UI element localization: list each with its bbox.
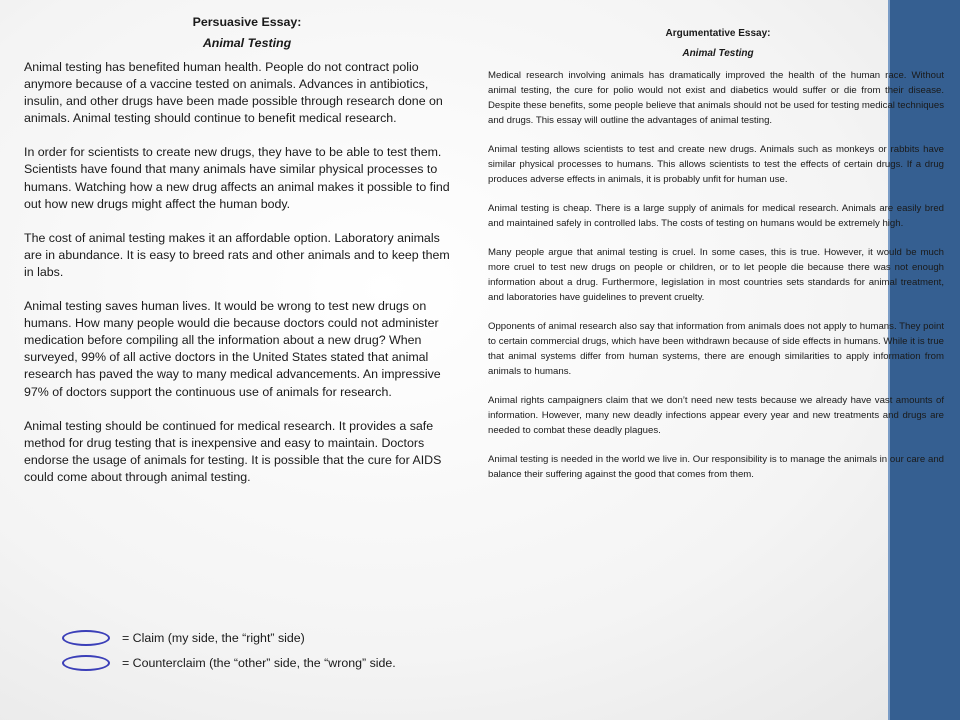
legend-claim-label: = Claim (my side, the “right” side) xyxy=(122,631,305,645)
legend-counterclaim xyxy=(62,653,396,673)
argumentative-essay xyxy=(488,24,944,496)
argumentative-title: Argumentative Essay: xyxy=(665,28,771,39)
claim-oval-icon xyxy=(62,630,110,646)
argumentative-paragraph: Medical research involving animals has dramatically improved the health of the human race. Without animal testing, the cure for polio would not exist and diabetics would suffer or die from their disease. Despite these benefits, some people believe that animals should not be used for testing medical techniques and drugs. This essay will outline the advantages of animal testing. xyxy=(488,70,944,126)
argumentative-paragraph: Animal testing is cheap. There is a large supply of animals for medical research. Animals are easily bred and maintained safely in controlled labs. The costs of testing on humans would be extremely high. xyxy=(488,203,944,229)
argumentative-paragraph: Many people argue that animal testing is cruel. In some cases, this is true. However, it would be much more cruel to test new drugs on people or children, or to let people die because there was not enough information about a drug. Furthermore, legislation in most countries sets standards for animal treatment, and laboratories have guidelines to prevent cruelty. xyxy=(488,247,944,303)
legend-counterclaim-label: = Counterclaim (the “other” side, the “wrong” side. xyxy=(122,656,396,670)
counterclaim-oval-icon xyxy=(62,655,110,671)
legend-claim xyxy=(62,628,305,648)
persuasive-subtitle: Animal Testing xyxy=(202,36,292,50)
persuasive-paragraph: In order for scientists to create new drugs, they have to be able to test them. Scientists have found that many animals have similar physical processes to humans. Watching how a new drug affects an animal makes it possible to find out how new drugs might affect the human body. xyxy=(24,145,450,211)
persuasive-paragraph: Animal testing has benefited human health. People do not contract polio anymore because of a vaccine tested on animals. Advances in antibiotics, insulin, and other drugs have been made possible through research done on animals. Animal testing should continue to benefit medical research. xyxy=(24,60,443,126)
persuasive-paragraph: Animal testing saves human lives. It would be wrong to test new drugs on humans. How many people would die because doctors could not administer medication before compiling all the information about a new drug? When surveyed, 99% of all active doctors in the United States stated that animal research has paved the way to many medical advancements. An impressive 97% of doctors support the continuous use of animals for research. xyxy=(24,299,441,399)
argumentative-paragraph: Animal testing allows scientists to test and create new drugs. Animals such as monkeys or rabbits have similar physical processes to humans. This allows scientists to test the effects of certain drugs. If a drug produces adverse effects in animals, it is probably unfit for human use. xyxy=(488,144,944,185)
persuasive-essay xyxy=(24,12,460,503)
argumentative-subtitle: Animal Testing xyxy=(682,48,754,59)
argumentative-paragraph: Animal testing is needed in the world we live in. Our responsibility is to manage the animals in our care and balance their suffering against the good that comes from them. xyxy=(488,454,944,480)
persuasive-paragraph: The cost of animal testing makes it an affordable option. Laboratory animals are in abundance. It is easy to breed rats and other animals and to keep them in labs. xyxy=(24,230,450,279)
argumentative-paragraph: Animal rights campaigners claim that we don’t need new tests because we already have vast amounts of information. However, many new deadly infections appear every year and new treatments and drugs are needed to combat these deadly plagues. xyxy=(488,395,944,436)
persuasive-title: Persuasive Essay: xyxy=(192,15,302,29)
persuasive-paragraph: Animal testing should be continued for medical research. It provides a safe method for drug testing that is inexpensive and easy to maintain. Doctors endorse the usage of animals for testing. It is possible that the cure for AIDS could come about through animal testing. xyxy=(24,418,442,484)
argumentative-paragraph: Opponents of animal research also say that information from animals does not apply to humans. They point to certain commercial drugs, which have been withdrawn because of side effects in humans. While it is true that animal systems differ from human systems, there are enough similarities to apply information from animals to humans. xyxy=(488,321,944,377)
